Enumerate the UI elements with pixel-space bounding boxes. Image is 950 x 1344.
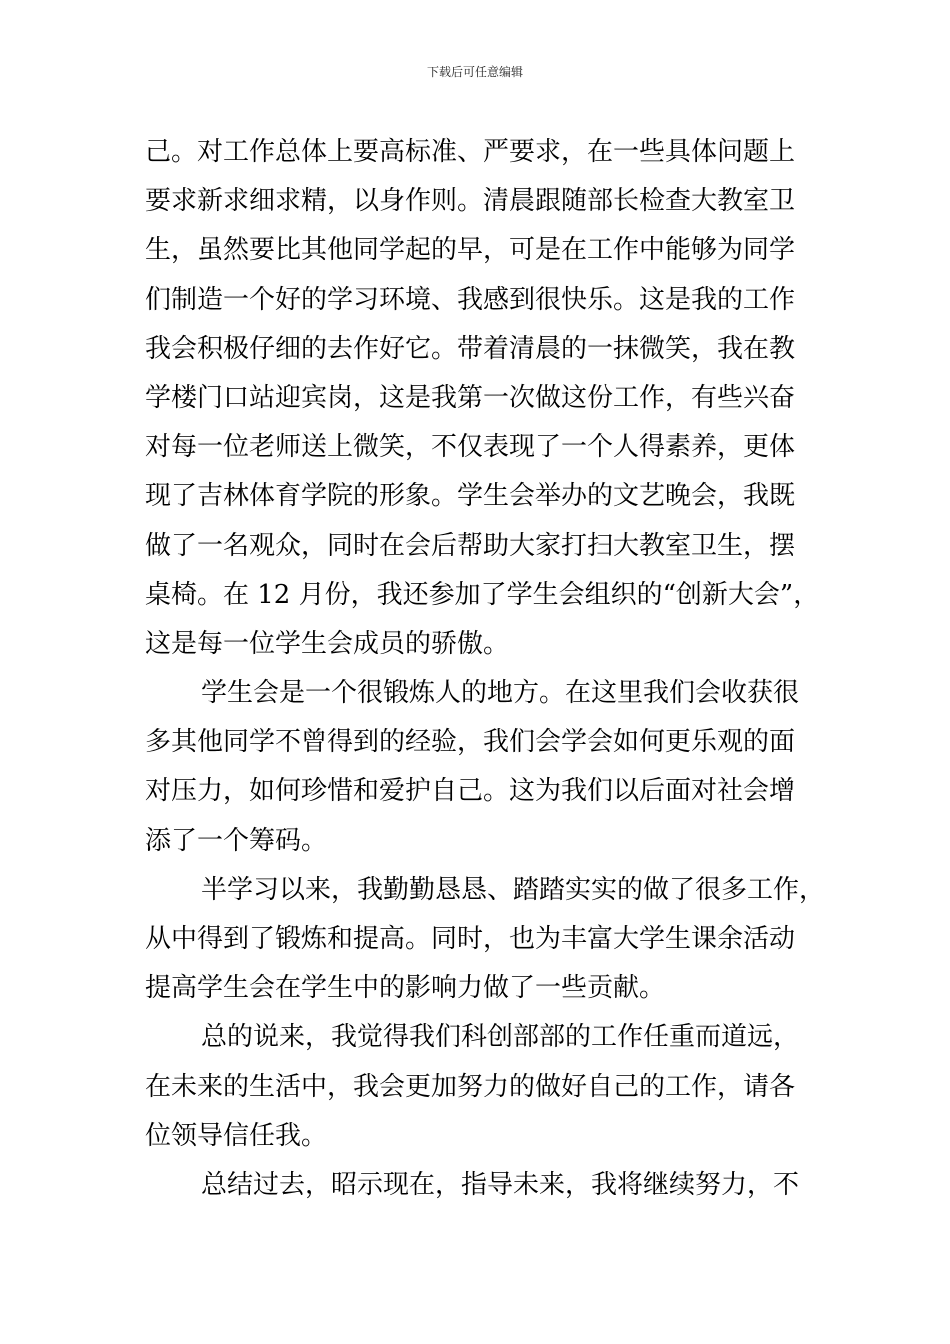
- text-line: 我会积极仔细的去作好它。带着清晨的一抹微笑，我在教: [145, 333, 796, 364]
- page-header: 下载后可任意编辑: [426, 65, 523, 79]
- text-line: 多其他同学不曾得到的经验，我们会学会如何更乐观的面: [145, 727, 796, 758]
- text-line: 对每一位老师送上微笑，不仅表现了一个人得素养，更体: [145, 432, 796, 463]
- text-line: 在未来的生活中，我会更加努力的做好自己的工作，请各: [145, 1071, 796, 1102]
- text-line: 位领导信任我。: [145, 1120, 328, 1151]
- text-line: 现了吉林体育学院的形象。学生会举办的文艺晚会，我既: [145, 481, 796, 512]
- text-line: 们制造一个好的学习环境、我感到很快乐。这是我的工作: [145, 284, 796, 315]
- text-line: 对压力，如何珍惜和爱护自己。这为我们以后面对社会增: [145, 776, 796, 807]
- paragraph-first-line: 半学习以来，我勤勤恳恳、踏踏实实的做了很多工作，: [201, 874, 826, 905]
- text-line: 要求新求细求精，以身作则。清晨跟随部长检查大教室卫: [145, 186, 796, 217]
- text-line: 学楼门口站迎宾岗，这是我第一次做这份工作，有些兴奋: [145, 382, 796, 413]
- text-line: 桌椅。在 12 月份，我还参加了学生会组织的“创新大会”，: [145, 579, 820, 610]
- text-line: 提高学生会在学生中的影响力做了一些贡献。: [145, 973, 666, 1004]
- paragraph-first-line: 总结过去，昭示现在，指导未来，我将继续努力，不: [201, 1169, 800, 1200]
- text-line: 从中得到了锻炼和提高。同时，也为丰富大学生课余活动: [145, 924, 796, 954]
- document-body: [145, 128, 826, 1210]
- text-line: 添了一个筹码。: [145, 825, 328, 856]
- paragraph-first-line: 总的说来，我觉得我们科创部部的工作任重而道远，: [201, 1022, 800, 1053]
- text-line: 己。对工作总体上要高标准、严要求，在一些具体问题上: [145, 137, 796, 167]
- text-line: 这是每一位学生会成员的骄傲。: [145, 628, 510, 659]
- text-line: 生，虽然要比其他同学起的早，可是在工作中能够为同学: [145, 235, 796, 266]
- paragraph-first-line: 学生会是一个很锻炼人的地方。在这里我们会收获很: [201, 678, 800, 709]
- text-line: 做了一名观众，同时在会后帮助大家打扫大教室卫生，摆: [145, 530, 796, 561]
